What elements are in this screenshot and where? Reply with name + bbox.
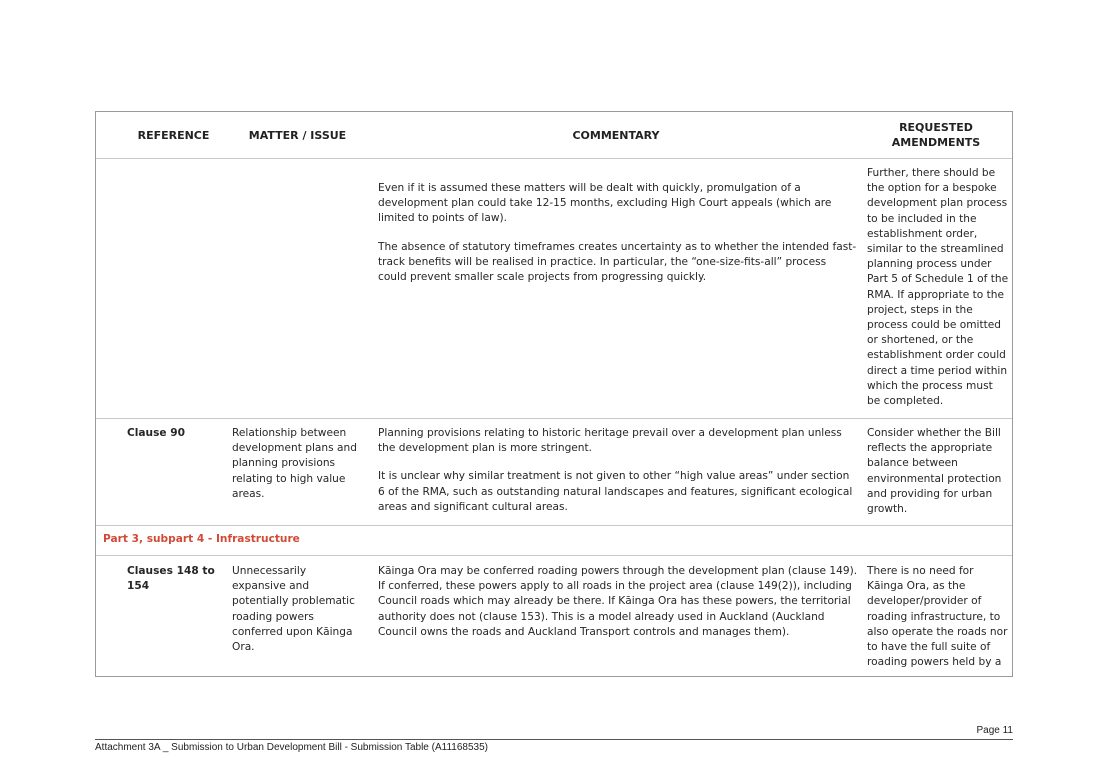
row2-amendments: Consider whether the Bill reflects the appropriate balance between environmental protection and providing for urban growth. <box>867 427 1002 516</box>
row-divider <box>96 525 1012 526</box>
row2-reference: Clause 90 <box>127 427 186 439</box>
row1-commentary-p1: Even if it is assumed these matters will be dealt with quickly, promulgation of a development plan could take 12-15 months, excluding High Court appeals (which are limited to points of law). <box>378 182 832 225</box>
row1-commentary-p2: The absence of statutory timeframes creates uncertainty as to whether the intended fast-track benefits will be realised in practice. In particular, the “one-size-fits-all” process could prevent smaller scale projects from progressing quickly. <box>378 240 857 284</box>
row1-commentary <box>378 181 858 285</box>
header-reference: REFERENCE <box>137 128 210 142</box>
header-matter: MATTER / ISSUE <box>248 128 347 142</box>
row-divider <box>96 555 1012 556</box>
section-heading: Part 3, subpart 4 - Infrastructure <box>103 533 300 545</box>
row3-amendments: There is no need for Kāinga Ora, as the developer/provider of roading infrastructure, to also operate the roads nor to have the full suite of roading powers held by a <box>867 565 1008 669</box>
footer-document-title: Attachment 3A _ Submission to Urban Development Bill - Submission Table (A11168535) <box>95 742 488 753</box>
row2-commentary-p2: It is unclear why similar treatment is not given to other “high value areas” under section 6 of the RMA, such as outstanding natural landscapes and features, significant ecological areas and significant cultural areas. <box>378 470 853 513</box>
submission-table <box>95 111 1013 677</box>
row3-reference: Clauses 148 to 154 <box>127 565 215 593</box>
row3-matter: Unnecessarily expansive and potentially problematic roading powers conferred upon Kāinga Ora. <box>232 565 355 654</box>
row1-amendments: Further, there should be the option for a bespoke development plan process to be included in the establishment order, similar to the streamlined planning process under Part 5 of Schedule 1 of the RMA. If appropriate to the project, steps in the process could be omitted or shortened, or the establishment order could direct a time period within which the process must be completed. <box>867 167 1009 408</box>
row3-commentary-p1: Kāinga Ora may be conferred roading powers through the development plan (clause 149). If conferred, these powers apply to all roads in the project area (clause 149(2)), including Council roads which may already be there. If Kāinga Ora has these powers, the territorial authority does not (clause 153). This is a model already used in Auckland (Auckland Council owns the roads and Auckland Transport controls and manages them). <box>378 565 858 638</box>
row2-matter: Relationship between development plans and planning provisions relating to high value areas. <box>232 427 357 500</box>
footer-divider <box>95 739 1013 740</box>
row3-commentary <box>378 564 858 640</box>
row-divider <box>96 418 1012 419</box>
header-amendments: REQUESTED AMENDMENTS <box>891 121 981 149</box>
row2-commentary <box>378 426 858 515</box>
row2-commentary-p1: Planning provisions relating to historic heritage prevail over a development plan unless the development plan is more stringent. <box>378 427 842 455</box>
header-commentary: COMMENTARY <box>572 128 660 142</box>
table-header <box>96 112 1012 159</box>
page-number: Page 11 <box>976 725 1013 736</box>
